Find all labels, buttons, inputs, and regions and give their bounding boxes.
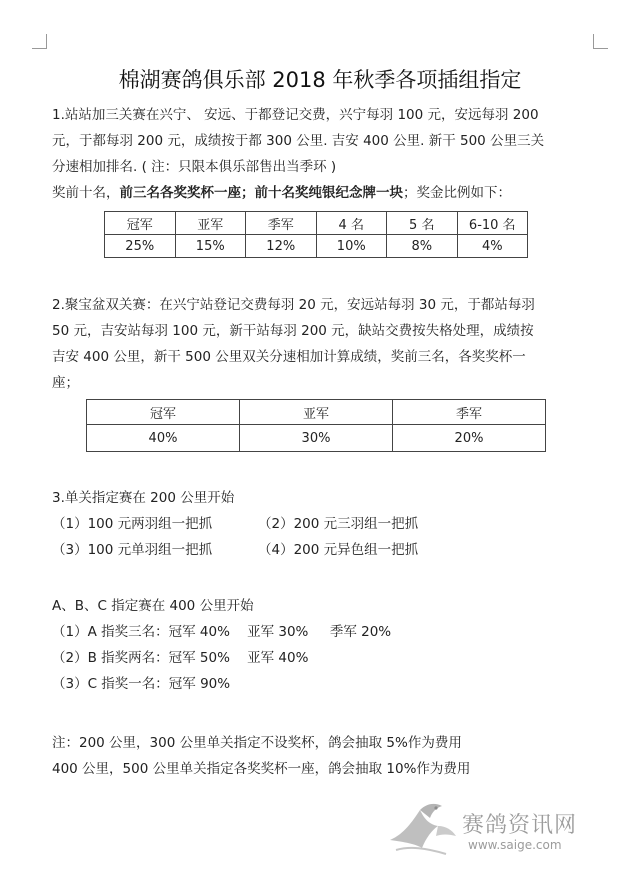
table-header-cell: 亚军: [175, 212, 246, 235]
table-header-cell: 冠军: [87, 400, 240, 425]
list-item-text: （4）200 元异色组一把抓: [258, 542, 419, 558]
watermark-url: www.saige.com: [468, 838, 562, 852]
list-item: [52, 537, 592, 563]
table-header-row: [87, 400, 546, 425]
table-header-cell: 冠军: [105, 212, 176, 235]
table-cell: 10%: [316, 235, 387, 258]
table-cell: 4%: [457, 235, 528, 258]
list-item: （2）B 指奖两名：冠军 50% 亚军 40%: [52, 650, 309, 666]
table-row: [105, 235, 528, 258]
note-line: 400 公里，500 公里单关指定各奖奖杯一座，鸽会抽取 10%作为费用: [52, 761, 471, 777]
section2-text: [52, 292, 592, 396]
section1-line: 元，于都每羽 200 元，成绩按于都 300 公里. 吉安 400 公里. 新干 500 公里三关: [52, 133, 545, 149]
section4-heading: A、B、C 指定赛在 400 公里开始: [52, 598, 254, 614]
table-cell: 8%: [387, 235, 458, 258]
page-corner-mark-top-right: [593, 34, 608, 49]
document-title: 棉湖赛鸽俱乐部 2018 年秋季各项插组指定: [118, 68, 522, 92]
list-item: [52, 511, 592, 537]
table-cell: 30%: [240, 425, 393, 452]
section3-heading: 3.单关指定赛在 200 公里开始: [52, 490, 235, 506]
table-cell: 12%: [246, 235, 317, 258]
site-watermark: [386, 800, 604, 860]
notes: [52, 730, 592, 782]
table-cell: 40%: [87, 425, 240, 452]
section2-line: 2.聚宝盆双关赛：在兴宁站登记交费每羽 20 元，安远站每羽 30 元，于都站每羽: [52, 297, 535, 313]
list-item: （1）A 指奖三名：冠军 40% 亚军 30% 季军 20%: [52, 624, 392, 640]
table-header-cell: 6-10 名: [457, 212, 528, 235]
pigeon-logo-icon: [386, 800, 466, 860]
section1-prize-table: [104, 211, 528, 258]
section2-line: 50 元，吉安站每羽 100 元，新干站每羽 200 元，缺站交费按失格处理，成绩按: [52, 323, 534, 339]
list-item-text: （1）100 元两羽组一把抓: [52, 516, 213, 532]
section4: [52, 593, 592, 697]
section1-text: [52, 102, 592, 206]
table-header-cell: 季军: [393, 400, 546, 425]
prize-suffix: ；奖金比例如下：: [403, 185, 511, 201]
page-corner-mark-top-left: [32, 34, 47, 49]
table-row: [87, 425, 546, 452]
prize-bold: 前三名各奖奖杯一座；前十名奖纯银纪念牌一块: [119, 185, 403, 201]
section1-line: 分速相加排名. ( 注：只限本俱乐部售出当季环 ): [52, 159, 337, 175]
table-header-cell: 亚军: [240, 400, 393, 425]
note-line: 注：200 公里，300 公里单关指定不设奖杯，鸽会抽取 5%作为费用: [52, 735, 462, 751]
list-item-text: （2）200 元三羽组一把抓: [258, 516, 419, 532]
watermark-site-name: 赛鸽资讯网: [462, 813, 578, 838]
section1-prize-line: [52, 180, 592, 206]
list-item: （3）C 指奖一名：冠军 90%: [52, 676, 231, 692]
section2-prize-table: [86, 399, 546, 452]
section2-line: 座；: [52, 375, 79, 391]
table-cell: 20%: [393, 425, 546, 452]
table-cell: 15%: [175, 235, 246, 258]
table-cell: 25%: [105, 235, 176, 258]
section3: [52, 485, 592, 563]
list-item-text: （3）100 元单羽组一把抓: [52, 542, 213, 558]
table-header-cell: 季军: [246, 212, 317, 235]
table-header-row: [105, 212, 528, 235]
section1-line: 1.站站加三关赛在兴宁、 安远、于都登记交费，兴宁每羽 100 元，安远每羽 200: [52, 107, 539, 123]
table-header-cell: 4 名: [316, 212, 387, 235]
prize-prefix: 奖前十名，: [52, 185, 120, 201]
section2-line: 吉安 400 公里，新干 500 公里双关分速相加计算成绩，奖前三名，各奖奖杯一: [52, 349, 526, 365]
table-header-cell: 5 名: [387, 212, 458, 235]
